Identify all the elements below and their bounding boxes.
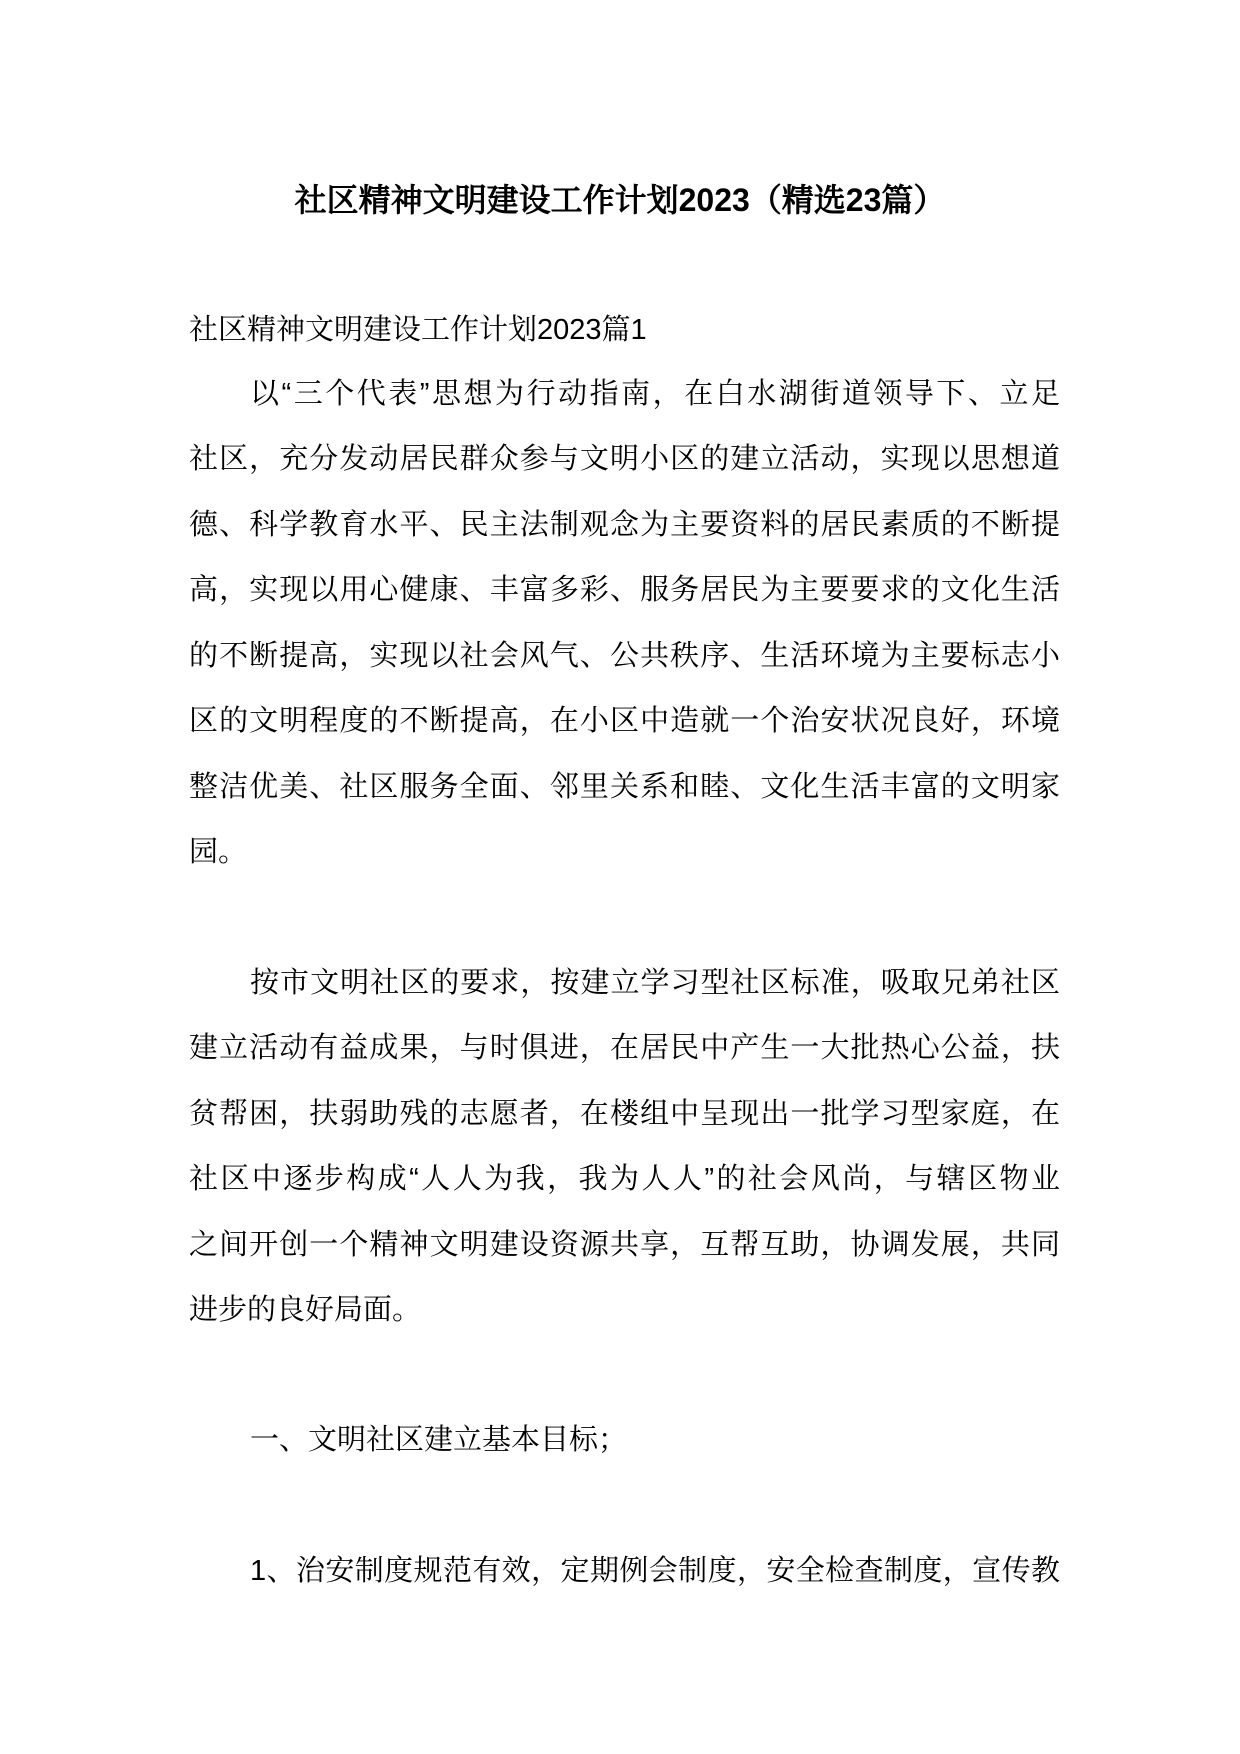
paragraph-line: 德、科学教育水平、民主法制观念为主要资料的居民素质的不断提 [189,509,1060,541]
paragraph-line: 进步的良好局面。 [189,1294,422,1326]
paragraph-line: 社区，充分发动居民群众参与文明小区的建立活动，实现以思想道 [189,443,1060,475]
section-heading: 社区精神文明建设工作计划2023篇1 [189,314,647,346]
paragraph-line: 贫帮困，扶弱助残的志愿者，在楼组中呈现出一批学习型家庭，在 [189,1098,1060,1130]
paragraph-line: 1、治安制度规范有效，定期例会制度，安全检查制度，宣传教 [250,1555,1060,1587]
paragraph-line: 社区中逐步构成“人人为我，我为人人”的社会风尚，与辖区物业 [189,1163,1060,1195]
paragraph-line: 按市文明社区的要求，按建立学习型社区标准，吸取兄弟社区 [250,967,1060,999]
paragraph-line: 高，实现以用心健康、丰富多彩、服务居民为主要要求的文化生活 [189,574,1060,606]
paragraph-line: 一、文明社区建立基本目标； [250,1424,628,1456]
paragraph-line: 以“三个代表”思想为行动指南，在白水湖街道领导下、立足 [250,378,1060,410]
paragraph-line: 建立活动有益成果，与时俱进，在居民中产生一大批热心公益，扶 [189,1032,1060,1064]
paragraph-line: 园。 [189,836,248,868]
paragraph-line: 的不断提高，实现以社会风气、公共秩序、生活环境为主要标志小 [189,640,1060,672]
paragraph-line: 整洁优美、社区服务全面、邻里关系和睦、文化生活丰富的文明家 [189,771,1060,803]
paragraph-line: 之间开创一个精神文明建设资源共享，互帮互助，协调发展，共同 [189,1229,1060,1261]
document-title: 社区精神文明建设工作计划2023（精选23篇） [294,182,946,218]
paragraph-line: 区的文明程度的不断提高，在小区中造就一个治安状况良好，环境 [189,705,1060,737]
